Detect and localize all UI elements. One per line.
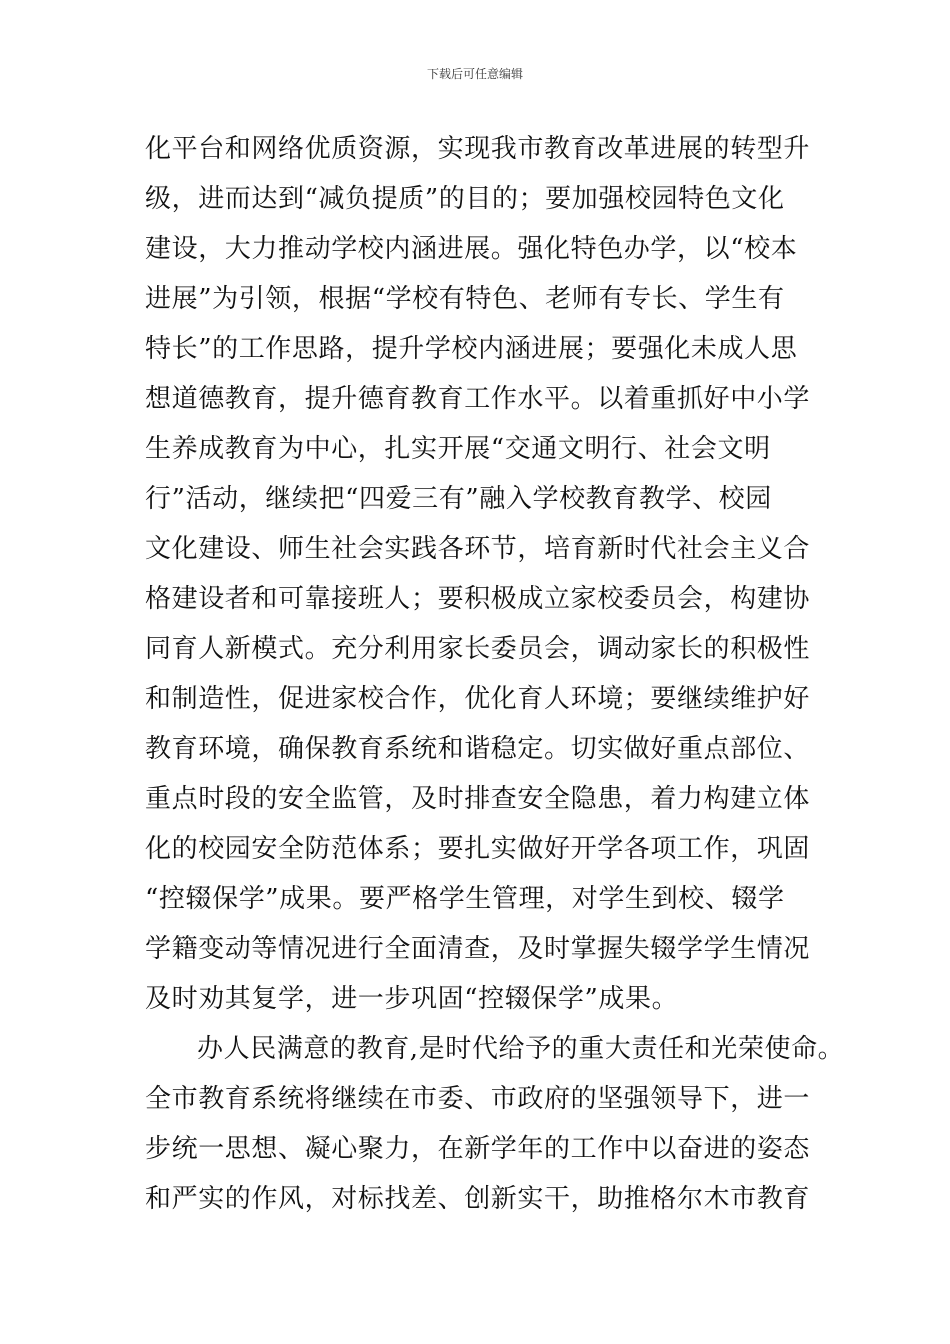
text-line: 特长”的工作思路，提升学校内涵进展；要强化未成人思 [145, 334, 798, 364]
text-line: 进展”为引领，根据“学校有特色、老师有专长、学生有 [145, 284, 785, 314]
text-line: 生养成教育为中心，扎实开展“交通文明行、社会文明 [145, 434, 771, 464]
document-body [145, 124, 845, 1224]
text-line: 建设，大力推动学校内涵进展。强化特色办学，以“校本 [145, 234, 798, 264]
text-line: “控辍保学”成果。要严格学生管理，对学生到校、辍学 [145, 884, 785, 914]
paragraph-2 [145, 1024, 845, 1224]
text-line: 格建设者和可靠接班人；要积极成立家校委员会，构建协 [145, 584, 811, 614]
text-line: 同育人新模式。充分利用家长委员会，调动家长的积极性 [145, 634, 811, 664]
text-line: 文化建设、师生社会实践各环节，培育新时代社会主义合 [145, 534, 811, 564]
text-line: 重点时段的安全监管，及时排查安全隐患，着力构建立体 [145, 784, 811, 814]
text-line: 办人民满意的教育,是时代给予的重大责任和光荣使命。 [197, 1034, 845, 1064]
text-line: 想道德教育，提升德育教育工作水平。以着重抓好中小学 [145, 384, 811, 414]
text-line: 和严实的作风，对标找差、创新实干，助推格尔木市教育 [145, 1184, 811, 1214]
text-line: 和制造性，促进家校合作，优化育人环境；要继续维护好 [145, 684, 811, 714]
text-line: 步统一思想、凝心聚力，在新学年的工作中以奋进的姿态 [145, 1134, 811, 1164]
text-line: 级，进而达到“减负提质”的目的；要加强校园特色文化 [145, 184, 785, 214]
text-line: 行”活动，继续把“四爱三有”融入学校教育教学、校园 [145, 484, 772, 514]
page-header: 下载后可任意编辑 [426, 67, 523, 81]
text-line: 全市教育系统将继续在市委、市政府的坚强领导下，进一 [145, 1084, 811, 1114]
paragraph-1 [145, 124, 815, 1024]
text-line: 化平台和网络优质资源，实现我市教育改革进展的转型升 [145, 134, 811, 164]
text-line: 学籍变动等情况进行全面清查，及时掌握失辍学学生情况 [145, 934, 811, 964]
text-line: 教育环境，确保教育系统和谐稳定。切实做好重点部位、 [145, 734, 811, 764]
text-line: 化的校园安全防范体系；要扎实做好开学各项工作，巩固 [145, 834, 811, 864]
text-line: 及时劝其复学，进一步巩固“控辍保学”成果。 [145, 984, 679, 1014]
